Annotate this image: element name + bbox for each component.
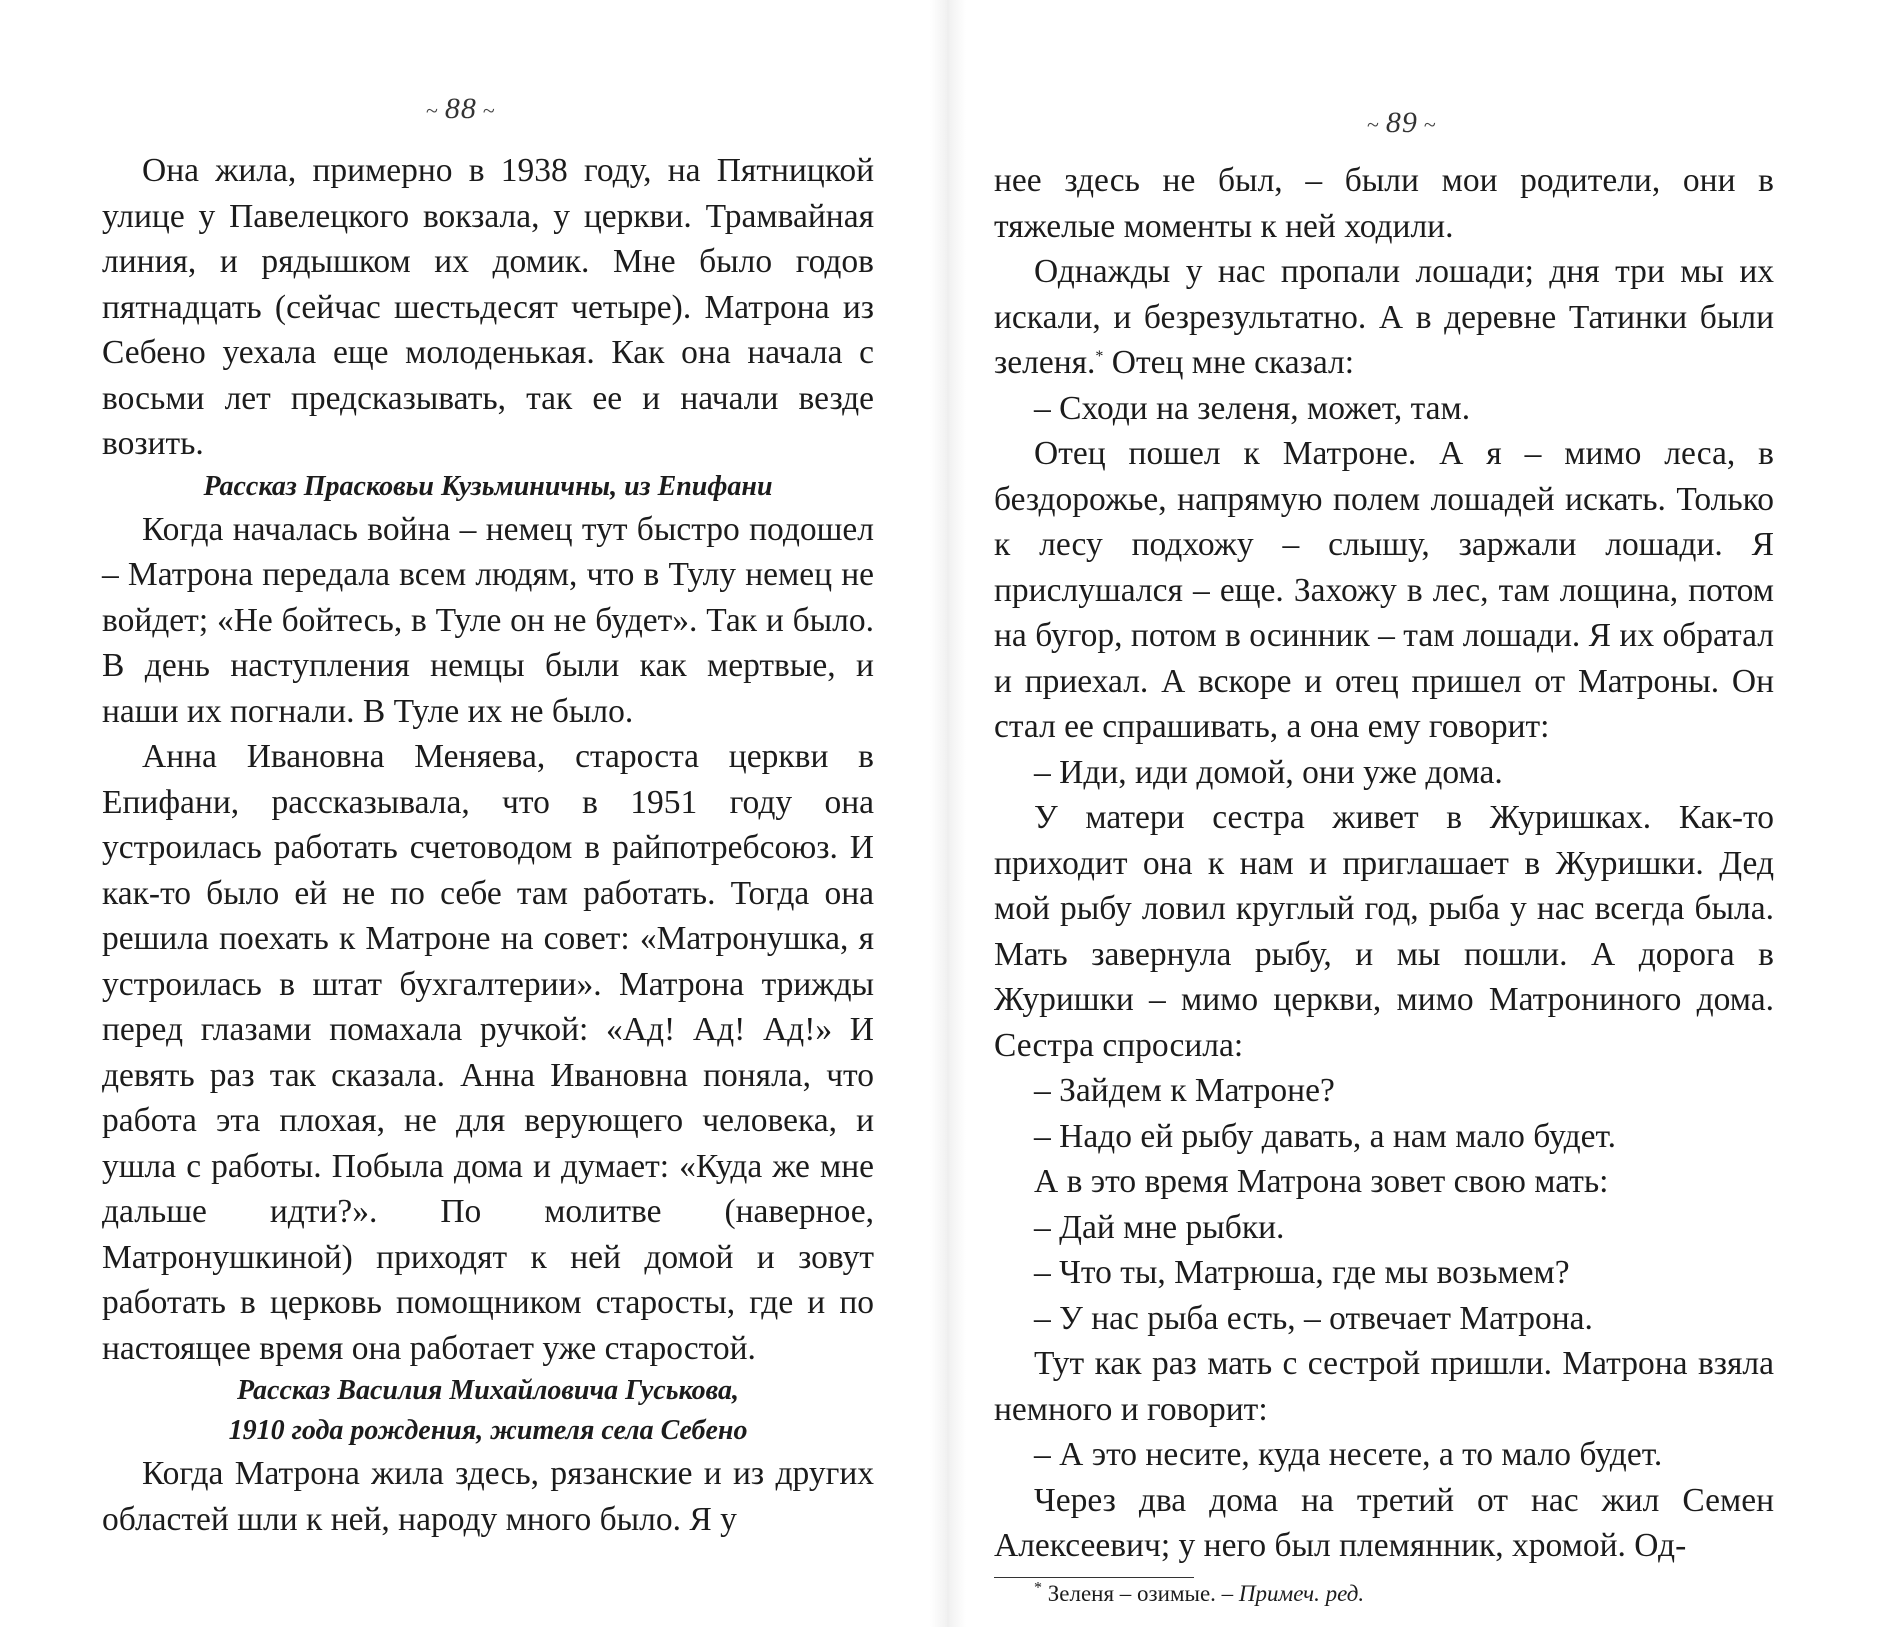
ornament-icon: ~ [426,98,439,123]
paragraph: нее здесь не был, – были мои родители, они в тяжелые моменты к ней ходили. [994,162,1774,245]
section-heading [102,1371,874,1451]
paragraph: Тут как раз мать с сестрой пришли. Матрона взяла немного и говорит: [994,1345,1774,1428]
paragraph: У матери сестра живет в Журишках. Как-то приходит она к нам и приглашает в Журишки. Дед мой рыбу ловил круглый год, рыба у нас всегда была. Мать завернула рыбу, и мы пошли. А дорога в Журишки – мимо церкви, мимо Матрониного дома. Сестра спросила: [994,799,1774,1064]
footnote-marker: * [1034,1578,1042,1596]
paragraph: Когда Матрона жила здесь, рязанские и из других областей шли к ней, народу много было. Я у [102,1455,874,1538]
dialogue-line: – Дай мне рыбки. [1034,1208,1285,1246]
paragraph: Она жила, примерно в 1938 году, на Пятницкой улице у Павелецкого вокзала, у церкви. Трамвайная линия, и рядышком их домик. Мне было годов пятнадцать (сейчас шестьдесят четыре). Матрона из Себено уехала еще молоденькая. Как она начала с восьми лет предсказывать, так ее и начали везде возить. [102,152,874,462]
ornament-icon: ~ [482,98,496,123]
paragraph [994,249,1774,386]
footnote-marker: * [1095,347,1104,365]
paragraph-text: Отец мне сказал: [1103,344,1355,381]
dialogue-line: – А это несите, куда несете, а то мало будет. [1034,1436,1663,1473]
page-number-right [1361,106,1443,140]
page-number-value: 88 [444,92,477,125]
dialogue-line: – Зайдем к Матроне? [1034,1072,1335,1109]
page-number-left [420,92,502,126]
paragraph: Через два дома на третий от нас жил Семен Алексеевич; у него был племянник, хромой. Од- [994,1481,1774,1564]
paragraph: Когда началась война – немец тут быстро подошел – Матрона передала всем людям, что в Тулу немец не войдет; «Не бойтесь, в Туле он не будет». Так и было. В день наступления немцы были как мертвые, и наши их погнали. В Туле их не было. [102,510,874,730]
ornament-icon: ~ [1367,112,1380,137]
footnote-source: Примеч. ред. [1238,1580,1365,1606]
section-heading: Рассказ Прасковьи Кузьминичны, из Епифани [203,470,773,502]
paragraph: А в это время Матрона зовет свою мать: [1034,1163,1609,1200]
footnote [994,1578,1774,1610]
right-page [948,0,1896,1627]
section-heading-line: 1910 года рождения, жителя села Себено [228,1415,748,1446]
left-page-text [102,148,874,1542]
dialogue-line: – Что ты, Матрюша, где мы возьмем? [1034,1254,1570,1291]
dialogue-line: – Иди, иди домой, они уже дома. [1034,753,1503,791]
dialogue-line: – У нас рыба есть, – отвечает Матрона. [1034,1299,1593,1337]
dialogue-line: – Сходи на зеленя, может, там. [1034,389,1471,427]
page-number-value: 89 [1385,106,1418,139]
dialogue-line: – Надо ей рыбу давать, а нам мало будет. [1034,1117,1617,1155]
paragraph-text: Однажды у нас пропали лошади; дня три мы их искали, и безрезультатно. А в деревне Татинки были зеленя. [994,253,1774,381]
section-heading-line: Рассказ Василия Михайловича Гуськова, [237,1375,739,1406]
right-page-text [994,158,1774,1610]
ornament-icon: ~ [1423,112,1437,137]
paragraph: Анна Ивановна Меняева, староста церкви в Епифани, рассказывала, что в 1951 году она устроилась работать счетоводом в райпотребсоюз. И как-то было ей не по себе там работать. Тогда она решила поехать к Матроне на совет: «Матронушка, я устроилась в штат бухгалтерии». Матрона трижды перед глазами помахала ручкой: «Ад! Ад! Ад!» И девять раз так сказала. Анна Ивановна поняла, что работа эта плохая, не для верующего человека, и ушла с работы. Побыла дома и думает: «Куда же мне дальше идти?». По молитве (наверное, Матронушкиной) приходят к ней домой и зовут работать в церковь помощником старосты, где и по настоящее время она работает уже старостой. [102,738,874,1367]
footnote-text: Зеленя – озимые. – [1047,1580,1234,1606]
paragraph: Отец пошел к Матроне. А я – мимо леса, в бездорожье, напрямую полем лошадей искать. Только к лесу подхожу – слышу, заржали лошади. Я прислушался – еще. Захожу в лес, там лощина, потом на бугор, потом в осинник – там лошади. Я их обратал и приехал. А вскоре и отец пришел от Матроны. Он стал ее спрашивать, а она ему говорит: [994,435,1774,745]
